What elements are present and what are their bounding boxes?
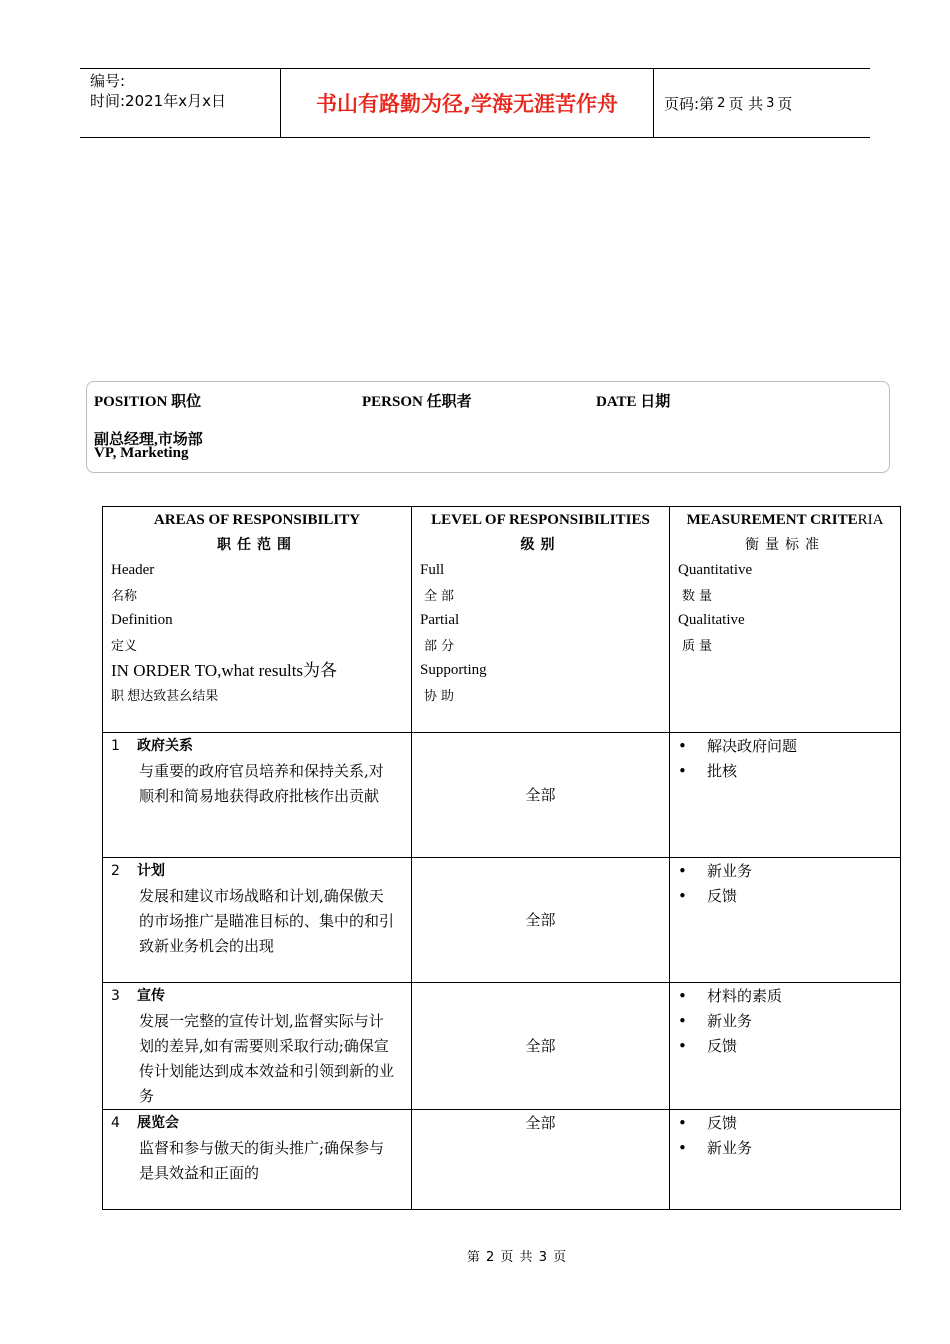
areas-line: 名称 [111, 588, 138, 603]
area-number: 3 [111, 988, 120, 1004]
level-header-cell [412, 507, 670, 733]
position-label: POSITION 职位 [94, 394, 202, 410]
area-cell [103, 1110, 412, 1210]
table-row [103, 858, 901, 983]
area-description: 与重要的政府官员培养和保持关系,对顺利和简易地获得政府批核作出贡献 [139, 762, 384, 805]
measurement-header-cell [670, 507, 901, 733]
level-cell [412, 858, 670, 983]
areas-line: Header [111, 562, 155, 578]
person-label: PERSON 任职者 [362, 394, 472, 410]
level-cell [412, 1110, 670, 1210]
criteria-list [670, 1110, 900, 1161]
area-description: 发展一完整的宣传计划,监督实际与计划的差异,如有需要则采取行动;确保宣传计划能达到成本效益和引领到新的业务 [139, 1012, 395, 1105]
measurement-title-en [670, 507, 900, 533]
responsibility-table [102, 506, 901, 1210]
criteria-item: • 反馈 [670, 1111, 900, 1136]
areas-title-en: AREAS OF RESPONSIBILITY [153, 512, 361, 528]
measurement-line: Quantitative [678, 562, 753, 578]
header-time-label: 时间:2021年x月x日 [90, 92, 226, 110]
measurement-line: Qualitative [678, 612, 745, 628]
areas-title-cn: 职任范围 [217, 538, 297, 553]
header-page-suffix: 页 [777, 94, 793, 113]
area-cell [103, 983, 412, 1110]
area-number: 2 [111, 863, 120, 879]
header-page-prefix: 页码:第 [664, 94, 715, 113]
measurement-title-cn: 衡量标准 [745, 538, 825, 553]
area-title [103, 858, 411, 884]
criteria-list [670, 983, 900, 1059]
criteria-list [670, 858, 900, 909]
header-id-label: 编号: [90, 72, 126, 90]
criteria-item: • 批核 [670, 759, 900, 784]
areas-line: Definition [111, 612, 173, 628]
area-number: 1 [111, 738, 120, 754]
page-footer: 第 2 页 共 3 页 [466, 1250, 568, 1265]
area-cell [103, 858, 412, 983]
position-value-cn: 副总经理,市场部 [94, 432, 203, 448]
table-row [103, 983, 901, 1110]
header-page-mid: 页 共 [728, 94, 764, 113]
criteria-item: • 解决政府问题 [670, 734, 900, 759]
page-header [80, 68, 870, 138]
criteria-item: • 反馈 [670, 1034, 900, 1059]
measurement-title-en-tail: RIA [857, 512, 884, 528]
level-title-en: LEVEL OF RESPONSIBILITIES [431, 512, 650, 528]
areas-line: 定义 [111, 638, 138, 653]
area-title-text: 计划 [137, 863, 165, 879]
measurement-line: 数量 [682, 588, 717, 603]
criteria-item: • 材料的素质 [670, 984, 900, 1009]
criteria-item: • 新业务 [670, 1136, 900, 1161]
header-motto: 书山有路勤为径,学海无涯苦作舟 [281, 69, 654, 137]
measurement-line: 质量 [682, 638, 717, 653]
measurement-title-en-main: MEASUREMENT CRITE [686, 512, 858, 528]
area-title [103, 733, 411, 759]
area-title-text: 宣传 [137, 988, 165, 1004]
level-cell [412, 733, 670, 858]
header-page-number [654, 69, 870, 137]
areas-header-cell [103, 507, 412, 733]
level-line: 全部 [424, 588, 459, 603]
area-description: 发展和建议市场战略和计划,确保傲天的市场推广是瞄准目标的、集中的和引致新业务机会的出现 [139, 887, 395, 955]
level-title-cn: 级别 [520, 538, 561, 553]
level-cell [412, 983, 670, 1110]
criteria-item: • 新业务 [670, 859, 900, 884]
header-meta [80, 69, 281, 137]
level-value: 全部 [525, 785, 556, 804]
area-title-text: 展览会 [137, 1115, 179, 1131]
level-line: 部分 [424, 638, 459, 653]
criteria-cell [670, 1110, 901, 1210]
level-line: Partial [420, 612, 460, 628]
criteria-item: • 反馈 [670, 884, 900, 909]
level-line: Supporting [420, 662, 487, 678]
area-title-text: 政府关系 [137, 738, 193, 754]
area-title [103, 983, 411, 1009]
position-info-box [86, 381, 890, 473]
position-value-en: VP, Marketing [94, 445, 189, 461]
table-header-row [103, 507, 901, 733]
level-line: Full [420, 562, 445, 578]
level-value: 全部 [525, 1114, 556, 1132]
table-row [103, 733, 901, 858]
criteria-item: • 新业务 [670, 1009, 900, 1034]
area-cell [103, 733, 412, 858]
area-title [103, 1110, 411, 1136]
criteria-cell [670, 733, 901, 858]
date-label: DATE 日期 [596, 394, 671, 410]
level-value: 全部 [525, 910, 556, 929]
area-number: 4 [111, 1115, 120, 1131]
areas-order-line-2: 职 想达致甚幺结果 [111, 688, 219, 703]
table-row [103, 1110, 901, 1210]
header-page-num: 2 [717, 95, 726, 111]
criteria-cell [670, 858, 901, 983]
area-description: 监督和参与傲天的街头推广;确保参与是具效益和正面的 [139, 1139, 385, 1182]
criteria-list [670, 733, 900, 784]
criteria-cell [670, 983, 901, 1110]
level-value: 全部 [525, 1036, 556, 1055]
header-page-total: 3 [766, 95, 775, 111]
level-line: 协助 [424, 688, 459, 703]
areas-order-line: IN ORDER TO,what results为各 [111, 661, 338, 680]
